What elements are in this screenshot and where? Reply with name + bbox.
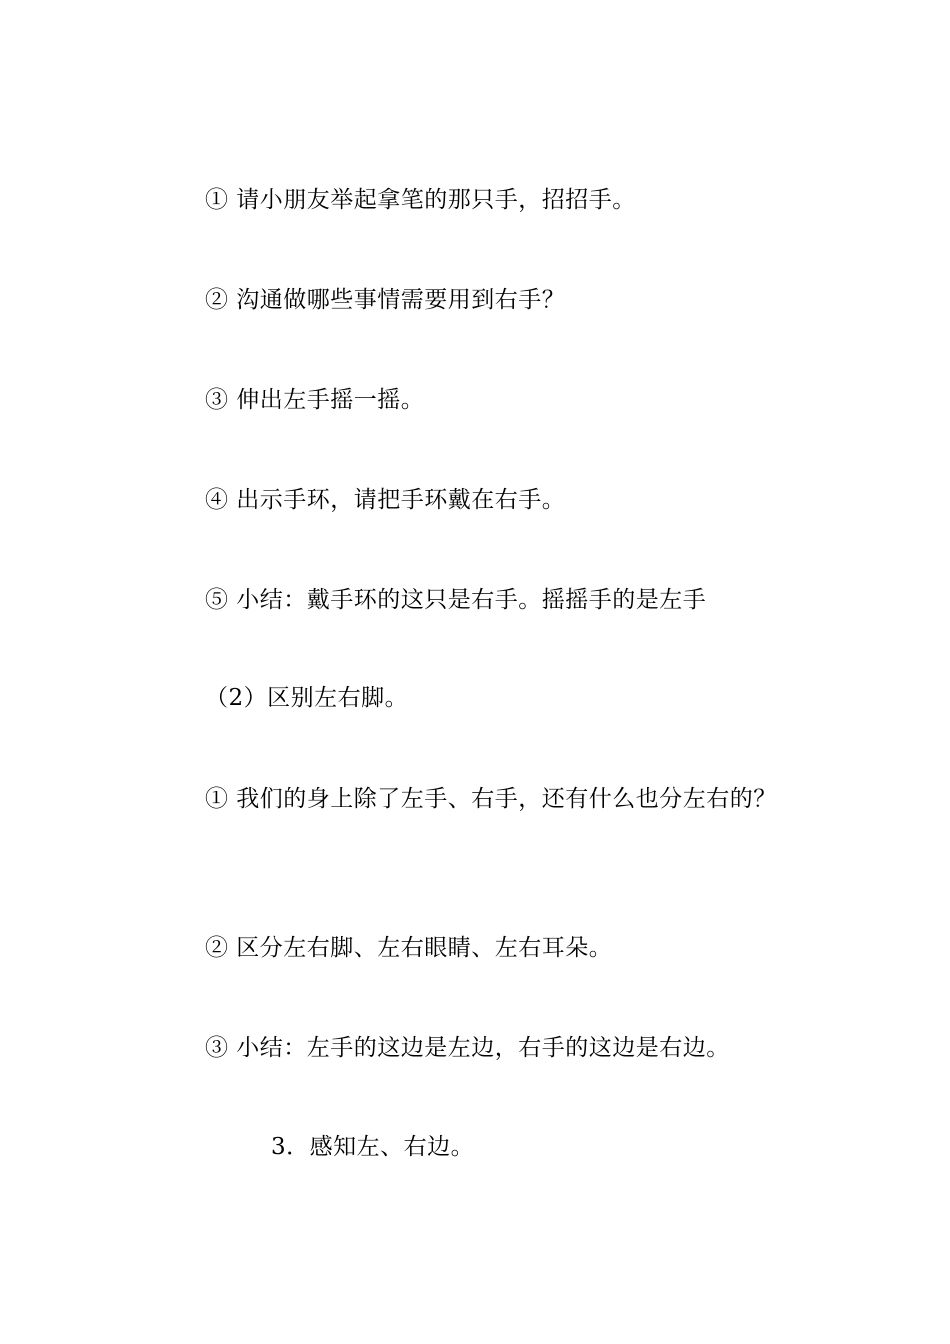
step-distinguish-parts: ② 区分左右脚、左右眼睛、左右耳朵。	[205, 935, 613, 961]
step-summary-hands: ⑤ 小结：戴手环的这只是右手。摇摇手的是左手	[205, 587, 707, 613]
section-heading-feet: （2）区别左右脚。	[205, 685, 409, 711]
step-raise-pen-hand: ① 请小朋友举起拿笔的那只手，招招手。	[205, 187, 636, 213]
section-heading-perceive: 3．感知左、右边。	[271, 1134, 475, 1160]
step-wave-left-hand: ③ 伸出左手摇一摇。	[205, 387, 425, 413]
step-body-left-right: ① 我们的身上除了左手、右手，还有什么也分左右的？	[205, 786, 777, 812]
step-summary-sides: ③ 小结：左手的这边是左边，右手的这边是右边。	[205, 1035, 730, 1061]
step-wear-bracelet: ④ 出示手环，请把手环戴在右手。	[205, 487, 566, 513]
step-discuss-right-hand: ② 沟通做哪些事情需要用到右手？	[205, 287, 566, 313]
